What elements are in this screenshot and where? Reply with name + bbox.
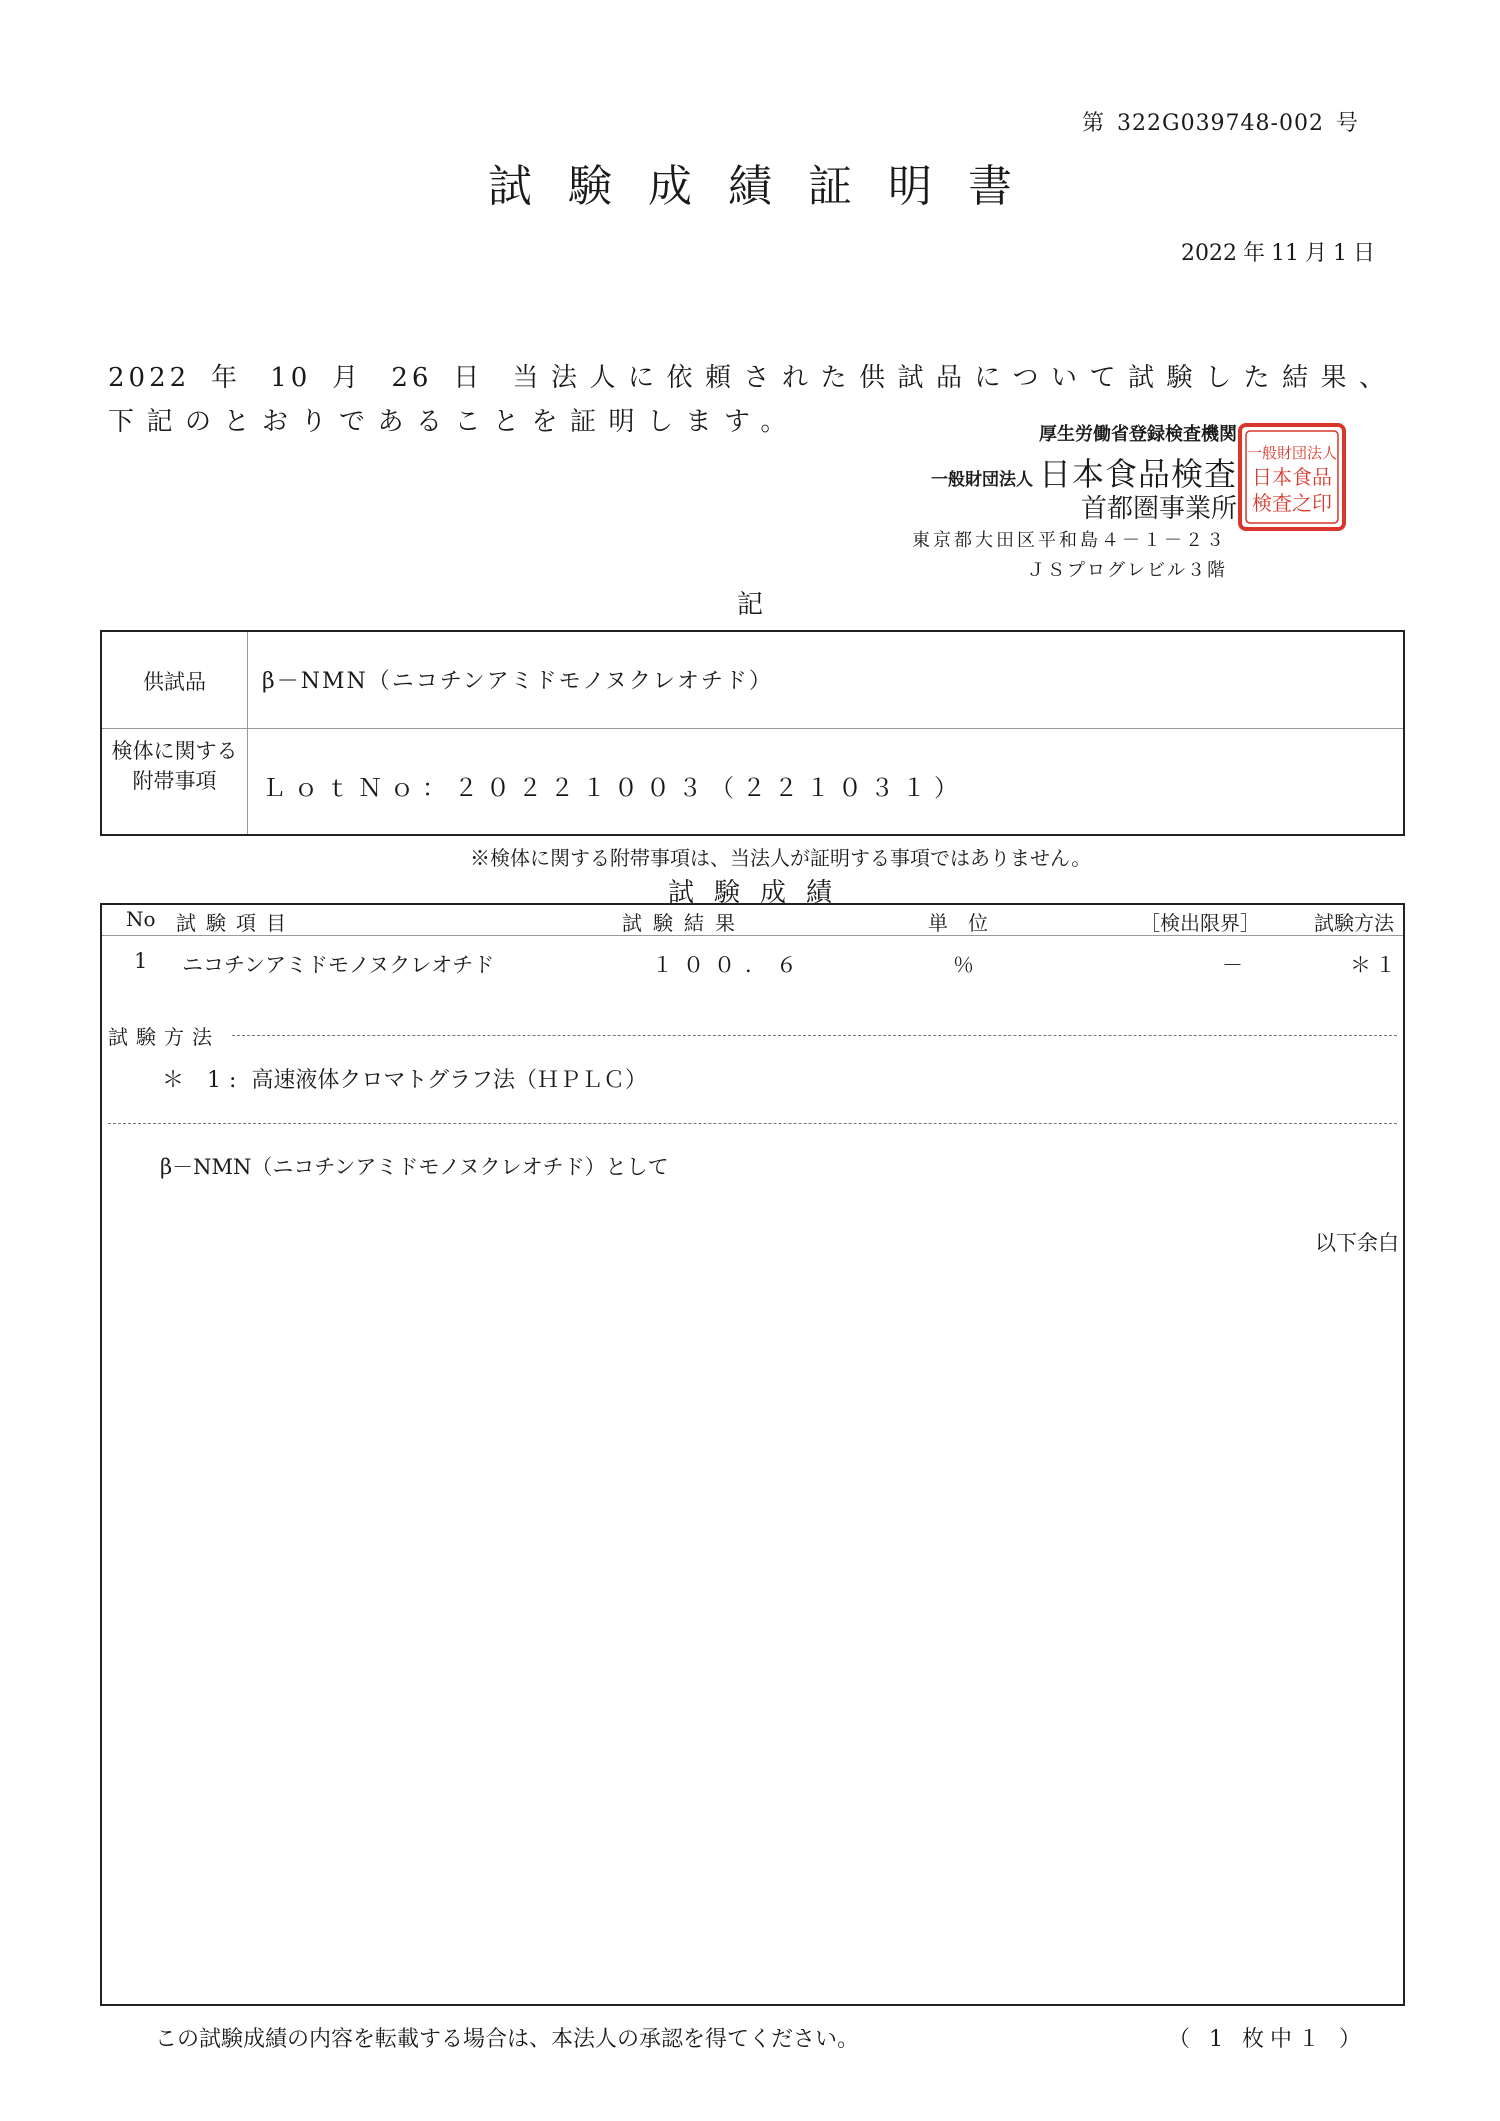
sample-value: β－NMN（ニコチンアミドモノヌクレオチド） [262, 669, 773, 694]
issuer-address: 東京都大田区平和島４－１－２３ [912, 530, 1227, 551]
results-table [100, 903, 1405, 2006]
seal-text-3: 検査之印 [1252, 491, 1332, 515]
method-section-header: 試験方法 [108, 1025, 220, 1049]
issuer-office: 首都圏事業所 [1080, 494, 1237, 524]
page-count: （ 1 枚中１ ） [1168, 2027, 1367, 2052]
intro-paragraph: 2022 年 10 月 26 日 当法人に依頼された供試品について試験した結果、下記のとおりであることを証明します。 [108, 363, 1398, 437]
table-row-unit: ％ [953, 953, 974, 977]
method-dashed-rule-bottom [108, 1123, 1397, 1124]
reprint-notice: この試験成績の内容を転載する場合は、本法人の承認を得てください。 [155, 2027, 860, 2052]
sample-extra-label: 検体に関する附帯事項 [111, 739, 238, 793]
header-no: No [126, 907, 156, 931]
method-dashed-rule-top [232, 1035, 1397, 1036]
results-title: 試験成績 [667, 878, 852, 908]
header-item: 試験項目 [176, 911, 296, 935]
header-unit: 単位 [928, 911, 1008, 935]
official-seal [1237, 422, 1347, 532]
certificate-number: 第 322G039748-002 号 [1081, 111, 1359, 136]
document-title: 試験成績証明書 [488, 161, 1048, 212]
table-row-result: １００．６ [652, 953, 807, 977]
header-result: 試験結果 [622, 911, 746, 935]
seal-text-1: 一般財団法人 [1246, 444, 1338, 462]
seal-text-2: 日本食品 [1252, 465, 1332, 489]
header-limit: ［検出限界］ [1140, 911, 1260, 935]
issuer-registration: 厚生労働省登録検査機関 [1039, 424, 1237, 445]
table-row-no: 1 [134, 949, 148, 973]
disclaimer-note: ※検体に関する附帯事項は、当法人が証明する事項ではありません。 [470, 846, 1092, 870]
issuer-name: 一般財団法人 日本食品検査 [930, 455, 1237, 493]
sample-lot-number: ＬｏｔＮｏ：２０２２１００３（２２１０３１） [262, 774, 966, 802]
table-row-limit: － [1222, 953, 1243, 977]
sample-info-table [100, 630, 1405, 836]
ki-marker: 記 [736, 590, 763, 620]
method-description: ＊ 1: 高速液体クロマトグラフ法（ＨＰＬＣ） [162, 1068, 647, 1093]
table-row-item: ニコチンアミドモノヌクレオチド [182, 953, 495, 977]
sample-label: 供試品 [143, 670, 206, 694]
header-method: 試験方法 [1314, 911, 1394, 935]
blank-below-note: 以下余白 [1315, 1231, 1399, 1255]
issue-date: 2022 年 11 月 1 日 [1180, 241, 1375, 266]
basis-note: β－NMN（ニコチンアミドモノヌクレオチド）として [160, 1155, 669, 1179]
table-row-method: ＊１ [1350, 953, 1400, 977]
header-divider [102, 935, 1403, 936]
issuer-building: ＪＳプログレビル３階 [1027, 560, 1227, 581]
sample-column-divider [247, 632, 248, 834]
